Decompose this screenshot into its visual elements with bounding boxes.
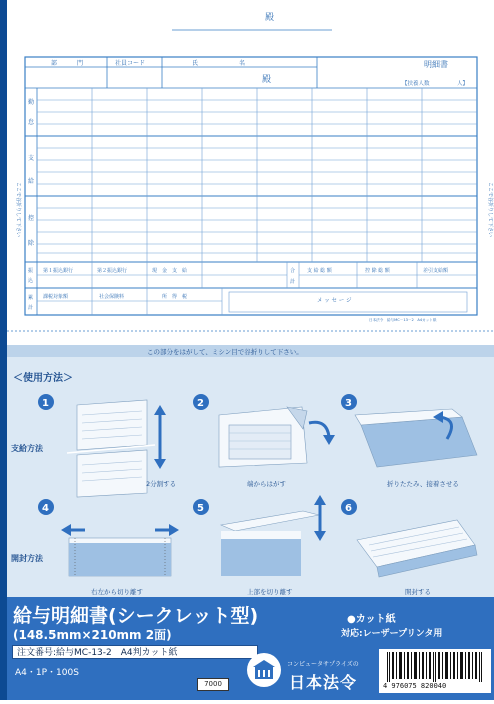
step-5-number: 5: [197, 503, 204, 514]
building-icon: [247, 653, 281, 687]
step-5-illustration: [221, 511, 319, 576]
brand-name: 日本法令: [289, 673, 358, 692]
step-5-caption: 上部を切り離す: [247, 588, 293, 596]
step-4-arrows: [61, 524, 179, 536]
step-2-caption: 端からはがす: [247, 480, 286, 488]
step-6-number: 6: [345, 503, 352, 514]
step-2-number: 2: [197, 398, 204, 409]
dono-top: 殿: [265, 13, 275, 23]
fuyou-label: 【扶養人数: [402, 81, 430, 87]
label-shi: 氏: [192, 60, 199, 67]
tai-label: 怠: [28, 119, 35, 126]
message-label: メ ッ セ ー ジ: [317, 298, 352, 304]
kou-label: 控: [28, 215, 35, 222]
product-band: [7, 597, 494, 700]
meisaisho-label: 明細書: [424, 60, 448, 69]
product-code: A4・1P・100S: [15, 668, 79, 678]
shotoku-label: 所 得 税: [162, 294, 188, 300]
step-1-illustration: [67, 400, 155, 497]
step-4-caption: 右左から切り離す: [91, 588, 143, 596]
goukei-b-label: 計: [290, 279, 296, 285]
product-title: 給与明細書(シークレット型): [13, 605, 259, 627]
step-1-number: 1: [42, 398, 49, 409]
barcode: [379, 649, 491, 693]
step-4-illustration: [69, 538, 171, 576]
shikyu-method-label: 支給方法: [11, 444, 43, 453]
label-mei: 名: [239, 60, 246, 67]
label-mon: 門: [77, 60, 84, 67]
fu-label: 振: [28, 268, 34, 274]
genkin-label: 現 金 支 給: [152, 268, 188, 274]
label-bu: 部: [51, 60, 58, 67]
step-1-caption: 2分割する: [146, 480, 177, 488]
barcode-number: 4 976075 820040: [383, 682, 447, 690]
kin-label: 勤: [28, 99, 35, 106]
price-box: 7000: [197, 678, 229, 691]
brand-small-text: コンピュータサプライズの: [287, 661, 359, 668]
koujo-sogaku-label: 控 除 総 額: [365, 268, 390, 274]
payslip-form: [7, 0, 494, 345]
product-size: (148.5mm×210mm 2面): [13, 628, 172, 642]
feature-laser: 対応:レーザープリンタ用: [341, 629, 443, 639]
side-note-left: ここで谷折りして下さい: [15, 182, 21, 238]
goukei-a-label: 合: [290, 268, 296, 274]
usage-title: ＜使用方法＞: [13, 373, 73, 384]
step-3-number: 3: [345, 398, 352, 409]
peel-note: この部分をはがして、ミシン目で谷折りして下さい。: [147, 348, 303, 356]
step-3-illustration: [355, 409, 477, 467]
komi-label: 込: [28, 278, 34, 284]
furikomi2-label: 第２振込銀行: [97, 268, 128, 274]
feature-cut-paper: ●カット紙: [347, 614, 396, 625]
kaifu-method-label: 開封方法: [11, 554, 43, 563]
kyu-label: 給: [28, 178, 35, 185]
step-2-illustration: [219, 407, 307, 467]
step-3-caption: 折りたたみ、接着させる: [387, 480, 459, 488]
step-4-number: 4: [42, 503, 49, 514]
left-blue-strip: [0, 0, 7, 700]
step-6-caption: 開封する: [405, 588, 431, 596]
company-seal-logo: [247, 653, 281, 687]
rui-label: 累: [28, 295, 34, 301]
shi-label: 支: [28, 155, 35, 162]
step-6-illustration: [357, 520, 477, 577]
side-note-right: ここで谷折りして下さい: [487, 182, 493, 238]
small-code-label: 日本法令 給与MC－13－2 A4カット紙: [369, 318, 437, 322]
step-1-arrow: [154, 405, 166, 469]
sashihiki-label: 差引支給額: [423, 268, 449, 274]
furikomi1-label: 第１振込銀行: [43, 268, 74, 274]
shakai-label: 社会保険料: [99, 294, 125, 300]
order-number-box: 注文番号:給与MC-13-2 A4判カット紙: [12, 645, 258, 659]
barcode-bars: [379, 649, 491, 683]
jo-label: 除: [28, 240, 35, 247]
dono-name-row: 殿: [262, 75, 272, 85]
kazei-label: 課税対象額: [43, 294, 69, 300]
payslip-sheet: [7, 0, 494, 345]
shikyu-sogaku-label: 支 給 総 額: [307, 268, 332, 274]
label-shain-code: 社員コード: [115, 60, 146, 67]
kei-label: 計: [28, 305, 34, 311]
nin-label: 人】: [457, 81, 469, 87]
step-2-arrow: [309, 422, 335, 445]
step-5-arrow: [314, 495, 326, 541]
